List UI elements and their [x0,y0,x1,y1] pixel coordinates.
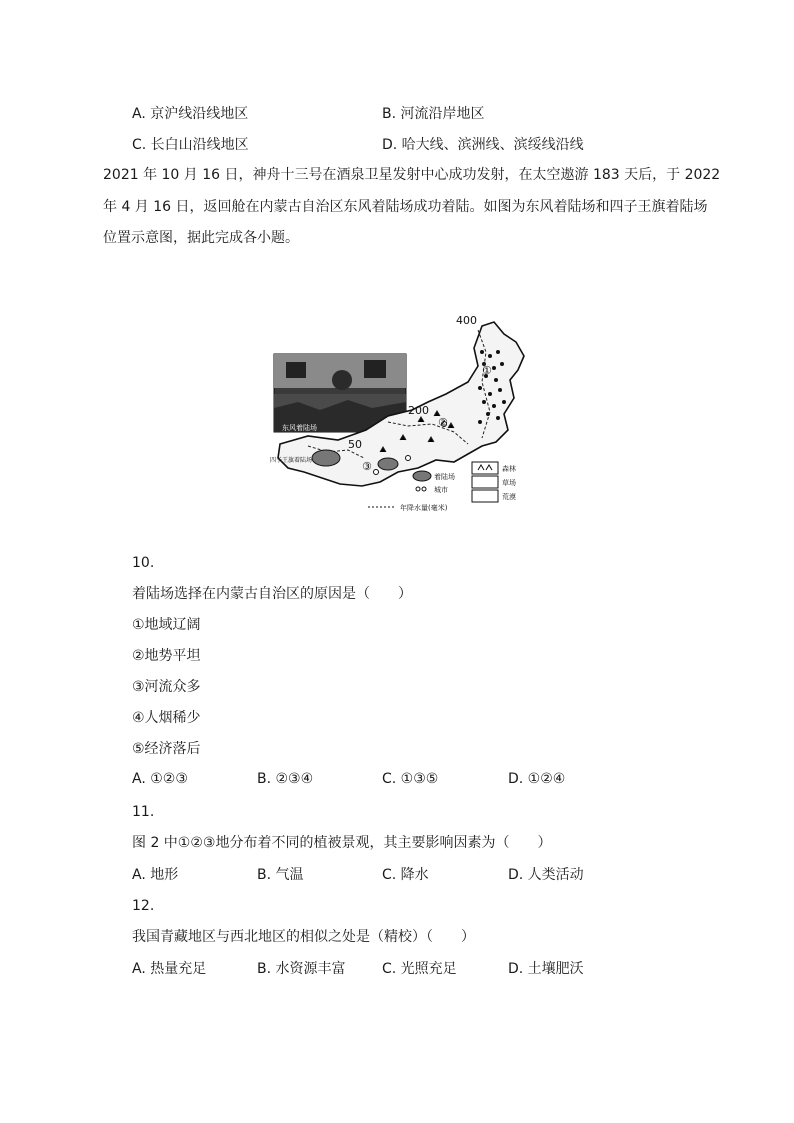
q12-option-b: B. 水资源丰富 [257,961,346,977]
q10-item-5: ⑤经济落后 [132,741,201,757]
q10-option-c: C. ①③⑤ [382,771,439,787]
map-svg [268,312,530,518]
legend-landing-site: 着陆场 [434,473,455,481]
q12-number: 12. [132,898,155,914]
q10-item-3: ③河流众多 [132,679,201,695]
q10-option-d: D. ①②④ [508,771,566,787]
q11-option-d: D. 人类活动 [508,867,584,883]
q11-option-c: C. 降水 [382,867,429,883]
q10-option-a: A. ①②③ [132,771,188,787]
legend-forest: 森林 [502,465,516,473]
q9-option-a: A. 京沪线沿线地区 [132,106,249,122]
q12-option-a: A. 热量充足 [132,961,207,977]
dongfeng-landing-site [312,450,340,466]
q10-item-2: ②地势平坦 [132,648,201,664]
intro-line-3: 位置示意图，据此完成各小题。 [103,230,299,246]
q12-stem: 我国青藏地区与西北地区的相似之处是（精校）（ ） [132,929,475,945]
landing-site-map-figure [268,312,530,518]
siziwang-landing-site [378,458,398,470]
contour-400-label: 400 [456,314,477,327]
legend-desert: 荒漠 [502,493,516,501]
legend-isohyet: 年降水量(毫米) [400,504,448,512]
q10-item-4: ④人烟稀少 [132,710,201,726]
legend-city: 城市 [434,486,448,494]
circled-1-label: ① [482,364,492,377]
circled-2-label: ② [438,416,448,429]
q11-stem: 图 2 中①②③地分布着不同的植被景观，其主要影响因素为（ ） [132,835,552,851]
q10-number: 10. [132,555,155,571]
q10-stem: 着陆场选择在内蒙古自治区的原因是（ ） [132,586,412,602]
legend-grassland: 草场 [502,479,516,487]
q11-option-b: B. 气温 [257,867,304,883]
q10-item-1: ①地域辽阔 [132,617,201,633]
q11-option-a: A. 地形 [132,867,179,883]
intro-line-2: 年 4 月 16 日，返回舱在内蒙古自治区东风着陆场成功着陆。如图为东风着陆场和四子王旗着陆场 [103,199,708,215]
intro-line-1: 2021 年 10 月 16 日，神舟十三号在酒泉卫星发射中心成功发射，在太空遨游 183 天后，于 2022 [103,167,721,183]
contour-50-label: 50 [348,438,362,451]
q11-number: 11. [132,804,155,820]
circled-3-label: ③ [362,460,372,473]
dongfeng-label: 东风着陆场 [282,424,317,432]
q9-option-d: D. 哈大线、滨洲线、滨绥线沿线 [382,137,584,153]
siziwang-label: 四子王旗着陆场 [270,457,313,464]
q10-option-b: B. ②③④ [257,771,314,787]
q12-option-d: D. 土壤肥沃 [508,961,584,977]
q9-option-b: B. 河流沿岸地区 [382,106,485,122]
q9-option-c: C. 长白山沿线地区 [132,137,249,153]
contour-200-label: 200 [408,404,429,417]
q12-option-c: C. 光照充足 [382,961,457,977]
